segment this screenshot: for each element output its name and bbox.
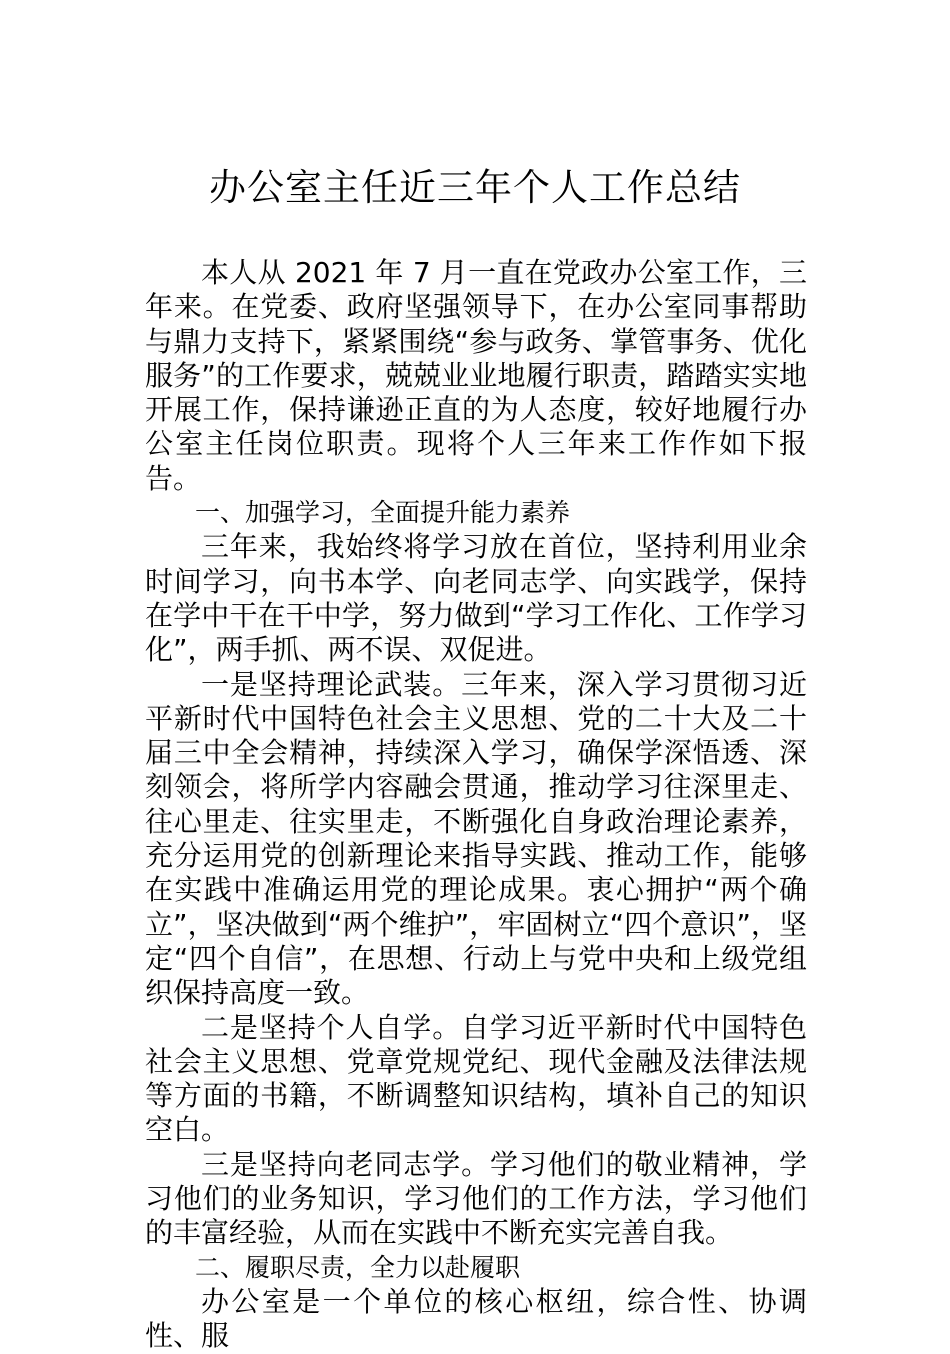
document-title: 办公室主任近三年个人工作总结: [209, 166, 741, 209]
section-heading-2: 二、履职尽责，全力以赴履职: [195, 1252, 521, 1282]
section-heading-1: 一、加强学习，全面提升能力素养: [195, 498, 571, 528]
paragraph-study-overview: 三年来，我始终将学习放在首位，坚持利用业余时间学习，向书本学、向老同志学、向实践学，保持在学中干在干中学，努力做到“学习工作化、工作学习化”，两手抓、两不误、双促进。: [145, 530, 807, 667]
paragraph-intro: 本人从 2021 年 7 月一直在党政办公室工作，三年来。在党委、政府坚强领导下，在办公室同事帮助与鼎力支持下，紧紧围绕“参与政务、掌管事务、优化服务”的工作要求，兢兢业业地履行职责，踏踏实实地开展工作，保持谦逊正直的为人态度，较好地履行办公室主任岗位职责。现将个人三年来工作作如下报告。: [145, 256, 807, 495]
paragraph-learn-from-seniors: 三是坚持向老同志学。学习他们的敬业精神，学习他们的业务知识，学习他们的工作方法，学习他们的丰富经验，从而在实践中不断充实完善自我。: [145, 1147, 807, 1250]
paragraph-office-role: 办公室是一个单位的核心枢纽，综合性、协调性、服: [145, 1284, 807, 1353]
paragraph-self-study: 二是坚持个人自学。自学习近平新时代中国特色社会主义思想、党章党规党纪、现代金融及法律法规等方面的书籍，不断调整知识结构，填补自己的知识空白。: [145, 1010, 807, 1147]
document-body: [145, 256, 807, 1354]
paragraph-theory: 一是坚持理论武装。三年来，深入学习贯彻习近平新时代中国特色社会主义思想、党的二十大及二十届三中全会精神，持续深入学习，确保学深悟透、深刻领会，将所学内容融会贯通，推动学习往深里走、往心里走、往实里走，不断强化自身政治理论素养，充分运用党的创新理论来指导实践、推动工作，能够在实践中准确运用党的理论成果。衷心拥护“两个确立”，坚决做到“两个维护”，牢固树立“四个意识”，坚定“四个自信”，在思想、行动上与党中央和上级党组织保持高度一致。: [145, 667, 807, 1010]
